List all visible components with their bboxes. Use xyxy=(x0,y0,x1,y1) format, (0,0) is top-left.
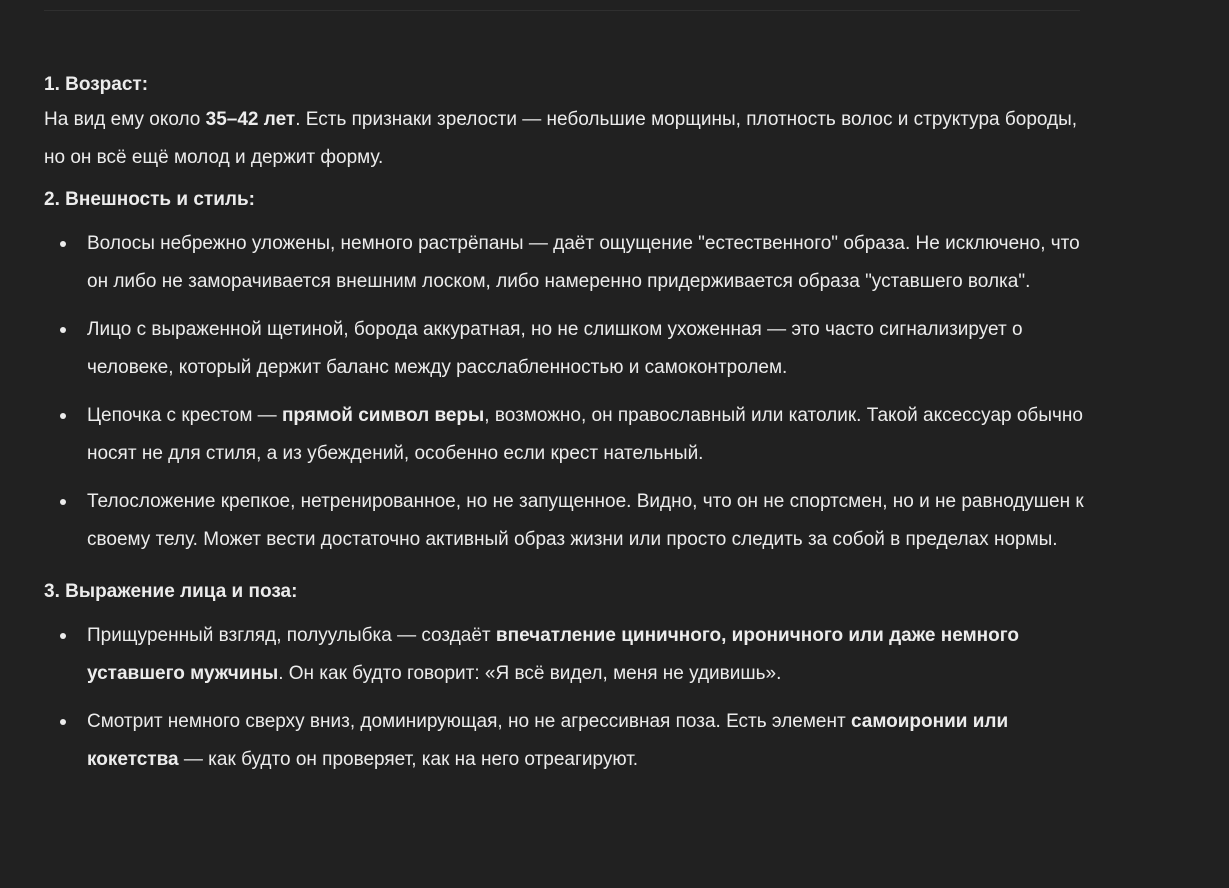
list-item: Лицо с выраженной щетиной, борода аккуратная, но не слишком ухоженная — это часто сигнализирует о человеке, который держит баланс между расслабленностью и самоконтролем. xyxy=(44,311,1084,386)
section-age-text: На вид ему около 35–42 лет. Есть признаки зрелости — небольшие морщины, плотность волос и структура бороды, но он всё ещё молод и держит форму. xyxy=(44,109,1078,168)
message-content xyxy=(44,69,1084,778)
list-item: Прищуренный взгляд, полуулыбка — создаёт впечатление циничного, ироничного или даже немного уставшего мужчины. Он как будто говорит: «Я всё видел, меня не удивишь». xyxy=(44,617,1084,692)
expression-list xyxy=(44,617,1084,778)
list-item: Цепочка с крестом — прямой символ веры, возможно, он православный или католик. Такой аксессуар обычно носят не для стиля, а из убеждений, особенно если крест нательный. xyxy=(44,397,1084,472)
list-item: Смотрит немного сверху вниз, доминирующая, но не агрессивная поза. Есть элемент самоиронии или кокетства — как будто он проверяет, как на него отреагируют. xyxy=(44,703,1084,778)
top-divider xyxy=(44,10,1080,11)
list-item: Волосы небрежно уложены, немного растрёпаны — даёт ощущение "естественного" образа. Не исключено, что он либо не заморачивается внешним лоском, либо намеренно придерживается образа "уставшего волка". xyxy=(44,225,1084,300)
section-expression-title: 3. Выражение лица и поза: xyxy=(44,581,298,602)
list-item: Телосложение крепкое, нетренированное, но не запущенное. Видно, что он не спортсмен, но и не равнодушен к своему телу. Может вести достаточно активный образ жизни или просто следить за собой в пределах нормы. xyxy=(44,483,1084,558)
section-age-title: 1. Возраст: xyxy=(44,74,149,95)
age-range: 35–42 лет xyxy=(205,109,296,130)
appearance-list xyxy=(44,225,1084,558)
section-appearance-title: 2. Внешность и стиль: xyxy=(44,189,255,210)
